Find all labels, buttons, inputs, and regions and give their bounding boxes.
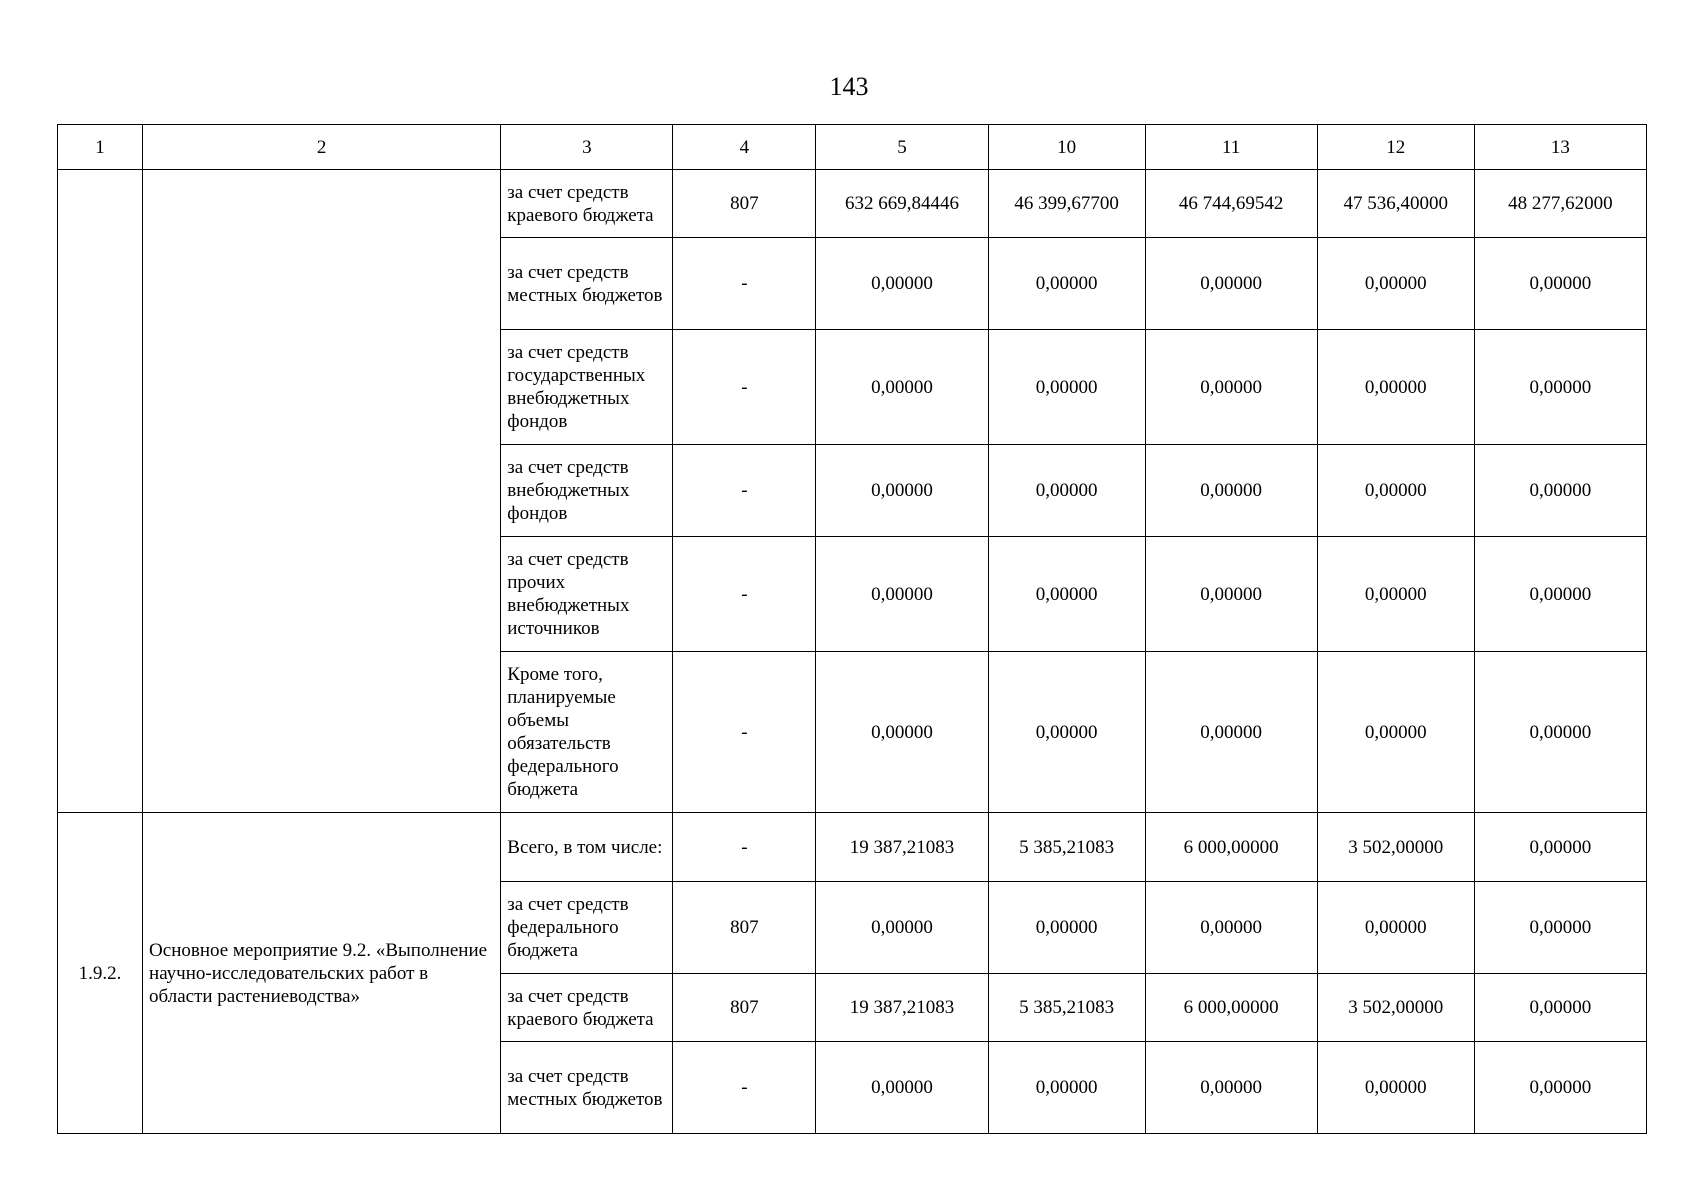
value-cell: 0,00000: [816, 330, 988, 445]
activity-cell-empty: [143, 170, 501, 813]
code-cell: -: [673, 537, 816, 652]
value-cell: 0,00000: [816, 537, 988, 652]
value-cell: 5 385,21083: [988, 974, 1145, 1042]
funding-source-cell: за счет средств государственных внебюджетных фондов: [501, 330, 673, 445]
value-cell: 0,00000: [1317, 652, 1474, 813]
value-cell: 0,00000: [1317, 1042, 1474, 1134]
header-cell: 3: [501, 125, 673, 170]
table-row: [58, 813, 1647, 882]
value-cell: 0,00000: [1145, 652, 1317, 813]
code-cell: -: [673, 238, 816, 330]
code-cell: 807: [673, 170, 816, 238]
code-cell: -: [673, 330, 816, 445]
value-cell: 0,00000: [1145, 882, 1317, 974]
header-cell: 11: [1145, 125, 1317, 170]
value-cell: 3 502,00000: [1317, 974, 1474, 1042]
header-cell: 1: [58, 125, 143, 170]
value-cell: 0,00000: [1474, 652, 1646, 813]
value-cell: 0,00000: [1317, 537, 1474, 652]
value-cell: 0,00000: [1317, 445, 1474, 537]
header-cell: 12: [1317, 125, 1474, 170]
value-cell: 0,00000: [1474, 974, 1646, 1042]
value-cell: 0,00000: [988, 330, 1145, 445]
code-cell: 807: [673, 882, 816, 974]
value-cell: 0,00000: [988, 238, 1145, 330]
code-cell: -: [673, 1042, 816, 1134]
value-cell: 0,00000: [1317, 238, 1474, 330]
page-number: 143: [829, 72, 869, 101]
code-cell: -: [673, 652, 816, 813]
value-cell: 0,00000: [988, 652, 1145, 813]
value-cell: 0,00000: [816, 652, 988, 813]
value-cell: 0,00000: [988, 882, 1145, 974]
value-cell: 0,00000: [1474, 330, 1646, 445]
code-cell: 807: [673, 974, 816, 1042]
value-cell: 3 502,00000: [1317, 813, 1474, 882]
value-cell: 48 277,62000: [1474, 170, 1646, 238]
activity-number-cell: 1.9.2.: [58, 813, 143, 1134]
table-row: [58, 170, 1647, 238]
value-cell: 0,00000: [816, 238, 988, 330]
value-cell: 632 669,84446: [816, 170, 988, 238]
value-cell: 0,00000: [816, 1042, 988, 1134]
funding-source-cell: за счет средств местных бюджетов: [501, 238, 673, 330]
value-cell: 0,00000: [1145, 330, 1317, 445]
value-cell: 0,00000: [1474, 445, 1646, 537]
value-cell: 0,00000: [1145, 238, 1317, 330]
value-cell: 0,00000: [988, 537, 1145, 652]
code-cell: -: [673, 813, 816, 882]
value-cell: 0,00000: [1474, 537, 1646, 652]
value-cell: 5 385,21083: [988, 813, 1145, 882]
funding-source-cell: за счет средств прочих внебюджетных источников: [501, 537, 673, 652]
value-cell: 0,00000: [988, 1042, 1145, 1134]
header-cell: 4: [673, 125, 816, 170]
funding-source-cell: за счет средств федерального бюджета: [501, 882, 673, 974]
value-cell: 0,00000: [988, 445, 1145, 537]
value-cell: 0,00000: [1317, 330, 1474, 445]
code-cell: -: [673, 445, 816, 537]
column-number-row: [58, 125, 1647, 170]
value-cell: 46 744,69542: [1145, 170, 1317, 238]
header-cell: 5: [816, 125, 988, 170]
value-cell: 0,00000: [1317, 882, 1474, 974]
value-cell: 0,00000: [1145, 1042, 1317, 1134]
value-cell: 47 536,40000: [1317, 170, 1474, 238]
value-cell: 0,00000: [1145, 537, 1317, 652]
value-cell: 0,00000: [816, 445, 988, 537]
funding-source-cell: за счет средств местных бюджетов: [501, 1042, 673, 1134]
value-cell: 0,00000: [1145, 445, 1317, 537]
number-cell-empty: [58, 170, 143, 813]
funding-source-cell: Всего, в том числе:: [501, 813, 673, 882]
funding-source-cell: Кроме того, планируемые объемы обязательств федерального бюджета: [501, 652, 673, 813]
value-cell: 0,00000: [1474, 238, 1646, 330]
value-cell: 6 000,00000: [1145, 813, 1317, 882]
header-cell: 13: [1474, 125, 1646, 170]
value-cell: 0,00000: [1474, 882, 1646, 974]
funding-source-cell: за счет средств краевого бюджета: [501, 974, 673, 1042]
value-cell: 0,00000: [816, 882, 988, 974]
activity-title-cell: Основное мероприятие 9.2. «Выполнение научно-исследовательских работ в области растениеводства»: [143, 813, 501, 1134]
value-cell: 0,00000: [1474, 813, 1646, 882]
header-cell: 10: [988, 125, 1145, 170]
value-cell: 0,00000: [1474, 1042, 1646, 1134]
header-cell: 2: [143, 125, 501, 170]
value-cell: 19 387,21083: [816, 813, 988, 882]
value-cell: 19 387,21083: [816, 974, 988, 1042]
funding-source-cell: за счет средств внебюджетных фондов: [501, 445, 673, 537]
funding-source-cell: за счет средств краевого бюджета: [501, 170, 673, 238]
value-cell: 46 399,67700: [988, 170, 1145, 238]
value-cell: 6 000,00000: [1145, 974, 1317, 1042]
budget-table: [57, 124, 1647, 1134]
